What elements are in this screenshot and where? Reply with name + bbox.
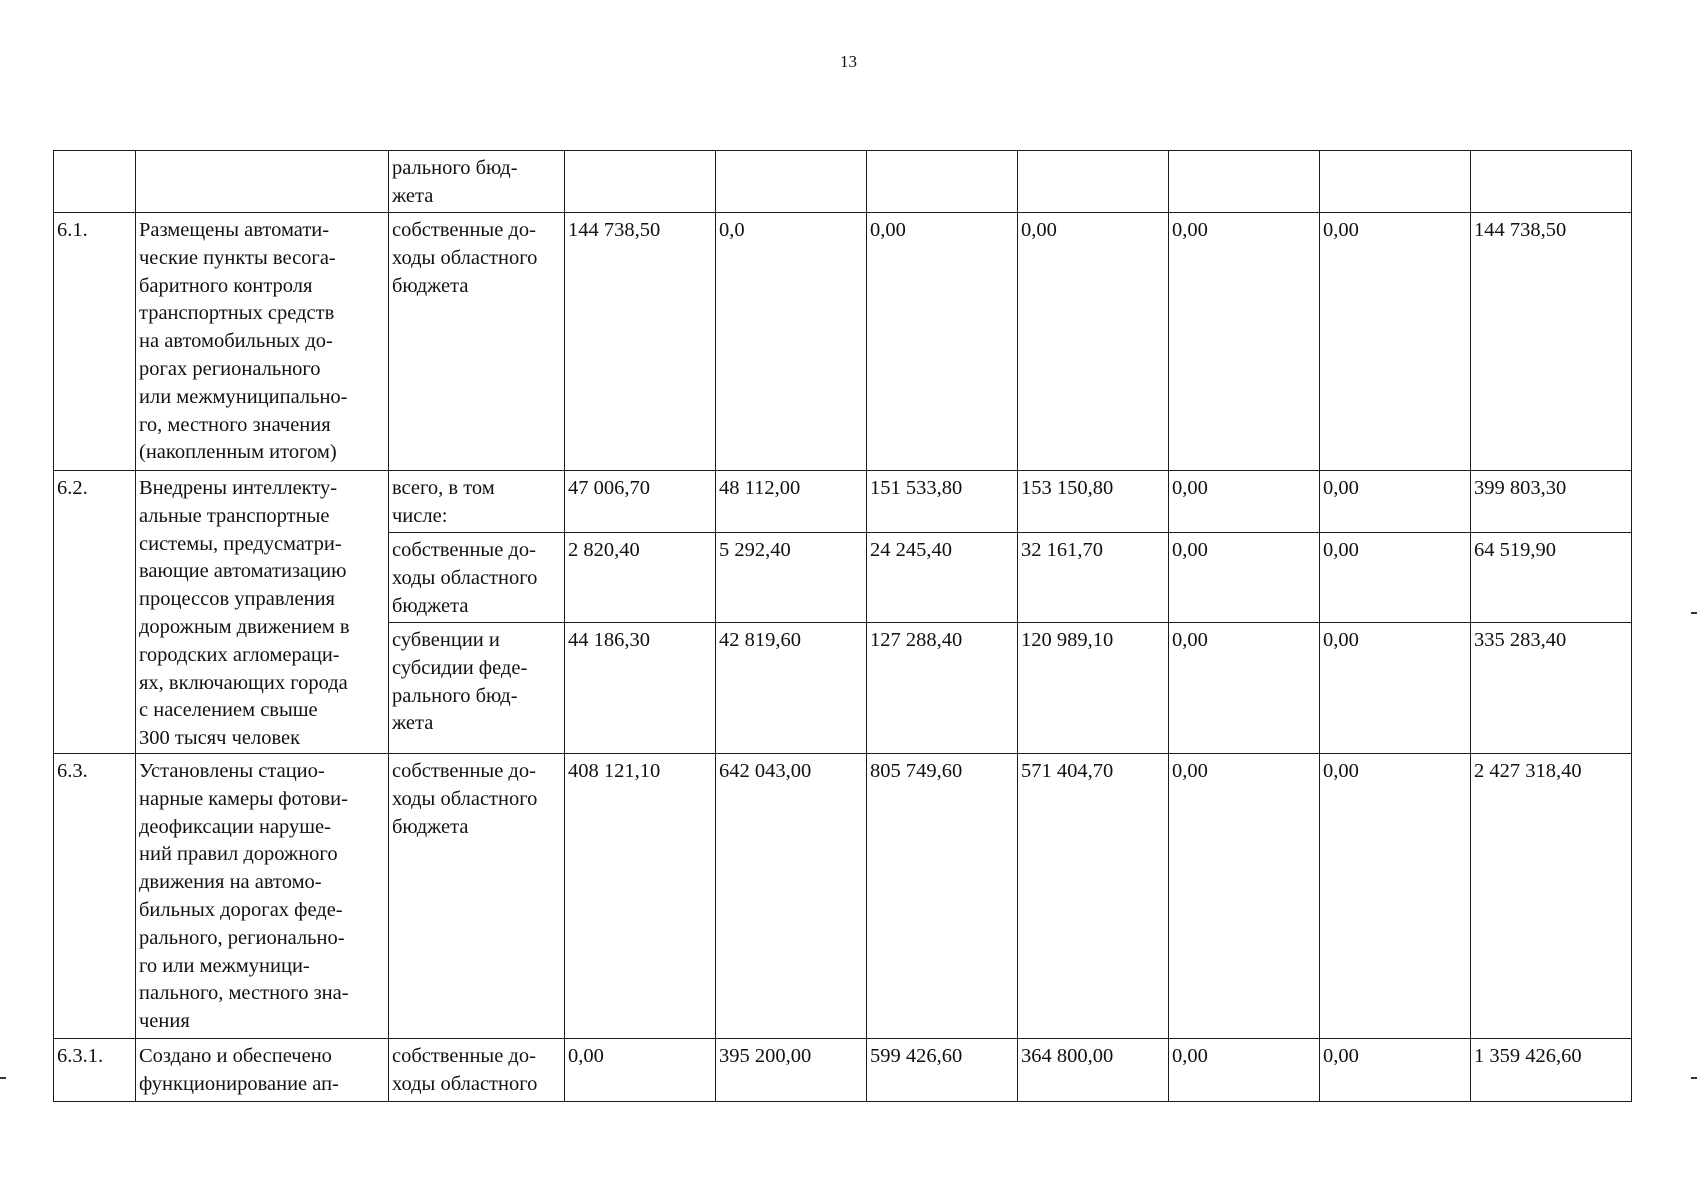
value-cell: 0,00 (1320, 754, 1471, 1039)
value-cell: 805 749,60 (867, 754, 1018, 1039)
value-cell: 0,00 (1169, 533, 1320, 623)
table-row (54, 213, 1632, 471)
value-cell: 144 738,50 (565, 213, 716, 471)
value-cell (1018, 151, 1169, 213)
description-cell: Создано и обеспечено функционирование ап- (136, 1039, 389, 1102)
description-cell: Установлены стацио- нарные камеры фотови- деофиксации наруше- ний правил дорожного движения на автомо- бильных дорогах феде- рального, регионально- го или межмуници- пального, местного зна- чения (136, 754, 389, 1039)
value-cell: 32 161,70 (1018, 533, 1169, 623)
table-row (54, 754, 1632, 1039)
value-cell: 24 245,40 (867, 533, 1018, 623)
value-cell: 0,00 (1169, 623, 1320, 754)
table-row (54, 471, 1632, 533)
value-cell: 364 800,00 (1018, 1039, 1169, 1102)
value-cell: 0,00 (1169, 213, 1320, 471)
value-cell: 44 186,30 (565, 623, 716, 754)
value-cell: 2 820,40 (565, 533, 716, 623)
funding-source-cell: собственные до- ходы областного бюджета (389, 533, 565, 623)
value-cell: 642 043,00 (716, 754, 867, 1039)
value-cell (716, 151, 867, 213)
total-cell: 2 427 318,40 (1471, 754, 1632, 1039)
value-cell: 0,00 (1320, 533, 1471, 623)
value-cell: 571 404,70 (1018, 754, 1169, 1039)
value-cell: 408 121,10 (565, 754, 716, 1039)
row-number-cell: 6.1. (54, 213, 136, 471)
value-cell: 0,00 (1320, 471, 1471, 533)
funding-source-cell: субвенции и субсидии феде- рального бюд- жета (389, 623, 565, 754)
total-cell: 399 803,30 (1471, 471, 1632, 533)
value-cell: 0,00 (1169, 754, 1320, 1039)
total-cell: 64 519,90 (1471, 533, 1632, 623)
value-cell: 127 288,40 (867, 623, 1018, 754)
total-cell: 1 359 426,60 (1471, 1039, 1632, 1102)
value-cell (1169, 151, 1320, 213)
table-row (54, 151, 1632, 213)
value-cell (1320, 151, 1471, 213)
value-cell: 0,0 (716, 213, 867, 471)
value-cell: 0,00 (1320, 623, 1471, 754)
right-edge-mark (1691, 1077, 1697, 1079)
value-cell: 0,00 (1018, 213, 1169, 471)
value-cell: 0,00 (867, 213, 1018, 471)
right-edge-mark (1691, 612, 1697, 614)
funding-source-cell: собственные до- ходы областного (389, 1039, 565, 1102)
value-cell: 47 006,70 (565, 471, 716, 533)
total-cell: 335 283,40 (1471, 623, 1632, 754)
value-cell: 153 150,80 (1018, 471, 1169, 533)
description-cell (136, 151, 389, 213)
value-cell: 5 292,40 (716, 533, 867, 623)
budget-table (53, 150, 1632, 1102)
row-number-cell: 6.2. (54, 471, 136, 754)
row-number-cell: 6.3.1. (54, 1039, 136, 1102)
value-cell: 48 112,00 (716, 471, 867, 533)
value-cell: 599 426,60 (867, 1039, 1018, 1102)
funding-source-cell: всего, в том числе: (389, 471, 565, 533)
value-cell: 0,00 (565, 1039, 716, 1102)
funding-source-cell: собственные до- ходы областного бюджета (389, 754, 565, 1039)
row-number-cell: 6.3. (54, 754, 136, 1039)
funding-source-cell: рального бюд- жета (389, 151, 565, 213)
value-cell: 0,00 (1169, 1039, 1320, 1102)
value-cell: 42 819,60 (716, 623, 867, 754)
table-row (54, 1039, 1632, 1102)
value-cell: 120 989,10 (1018, 623, 1169, 754)
value-cell: 0,00 (1320, 213, 1471, 471)
left-edge-mark (0, 1077, 6, 1079)
funding-source-cell: собственные до- ходы областного бюджета (389, 213, 565, 471)
value-cell (565, 151, 716, 213)
value-cell (867, 151, 1018, 213)
description-cell: Размещены автомати- ческие пункты весога- баритного контроля транспортных средств на автомобильных до- рогах регионального или межмуниципально- го, местного значения (накопленным итогом) (136, 213, 389, 471)
value-cell: 0,00 (1320, 1039, 1471, 1102)
total-cell: 144 738,50 (1471, 213, 1632, 471)
description-cell: Внедрены интеллекту- альные транспортные системы, предусматри- вающие автоматизацию процессов управления дорожным движением в городских агломераци- ях, включающих города с населением свыше 300 тысяч человек (136, 471, 389, 754)
row-number-cell (54, 151, 136, 213)
page-number: 13 (840, 52, 857, 71)
value-cell: 0,00 (1169, 471, 1320, 533)
value-cell: 151 533,80 (867, 471, 1018, 533)
value-cell: 395 200,00 (716, 1039, 867, 1102)
total-cell (1471, 151, 1632, 213)
